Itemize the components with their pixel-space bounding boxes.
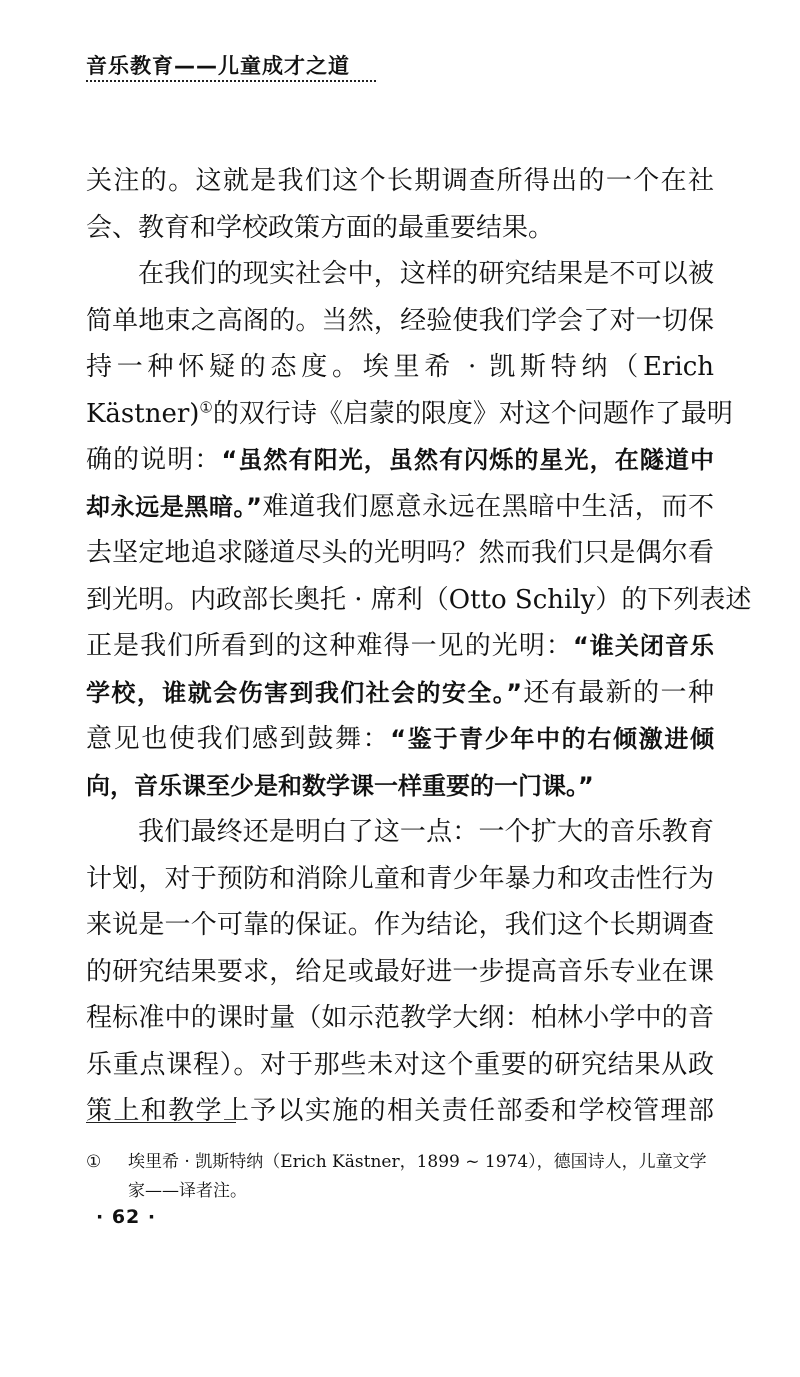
text-line: 策上和教学上予以实施的相关责任部委和学校管理部 [86, 1096, 714, 1126]
footnote-line: 家——译者注。 [128, 1181, 247, 1201]
page-number: · 62 · [96, 1206, 157, 1228]
text-line: 的研究结果要求，给足或最好进一步提高音乐专业在课 [86, 956, 714, 987]
poem-quote: 却永远是黑暗。” [86, 492, 262, 521]
schily-quote: “谁关闭音乐 [572, 632, 714, 660]
text-line: 学校，谁就会伤害到我们社会的安全。”还有最新的一种 [86, 677, 714, 708]
text-line: 确的说明：“虽然有阳光，虽然有闪烁的星光，在隧道中 [86, 445, 714, 475]
text-line: 关注的。这就是我们这个长期调查所得出的一个在社 [86, 166, 714, 196]
text-line: 简单地束之高阁的。当然，经验使我们学会了对一切保 [86, 305, 714, 336]
text-line: 正是我们所看到的这种难得一见的光明：“谁关闭音乐 [86, 631, 714, 661]
text-line [86, 763, 714, 810]
running-header: 音乐教育——儿童成才之道 [86, 54, 350, 78]
body-text [86, 158, 752, 1135]
footnote-reference: ① [199, 397, 213, 416]
text-line: 却永远是黑暗。”难道我们愿意永远在黑暗中生活，而不 [86, 491, 714, 522]
text-line: Kästner)①的双行诗《启蒙的限度》对这个问题作了最明 [86, 397, 733, 429]
text-line: 去坚定地追求隧道尽头的光明吗？然而我们只是偶尔看 [86, 538, 714, 568]
footnote-mark: ① [86, 1152, 102, 1172]
text-line: 到光明。内政部长奥托 · 席利（Otto Schily）的下列表述 [86, 584, 752, 615]
opinion-quote: 向，音乐课至少是和数学课一样重要的一门课。” [86, 771, 594, 800]
text-line: 程标准中的课时量（如示范教学大纲：柏林小学中的音 [86, 1003, 714, 1033]
opinion-quote: “鉴于青少年中的右倾激进倾 [390, 725, 714, 753]
footnote-rule [86, 1122, 236, 1123]
text-line: 乐重点课程）。对于那些未对这个重要的研究结果从政 [86, 1049, 714, 1080]
footnote-row [86, 1148, 716, 1206]
footnote [86, 1148, 716, 1206]
text-line: 来说是一个可靠的保证。作为结论，我们这个长期调查 [86, 910, 714, 940]
footnote-line: 埃里希 · 凯斯特纳（Erich Kästner，1899 ~ 1974），德国诗人，儿童文学 [128, 1152, 707, 1172]
text-line: 计划，对于预防和消除儿童和青少年暴力和攻击性行为 [86, 863, 714, 894]
text-line: 我们最终还是明白了这一点：一个扩大的音乐教育 [138, 817, 714, 847]
text-line: 意见也使我们感到鼓舞：“鉴于青少年中的右倾激进倾 [86, 724, 714, 754]
footnote-text [128, 1148, 716, 1206]
text-line: 在我们的现实社会中，这样的研究结果是不可以被 [138, 259, 714, 289]
schily-quote: 学校，谁就会伤害到我们社会的安全。” [86, 678, 522, 707]
header-rule [86, 80, 376, 82]
text-line: 会、教育和学校政策方面的最重要结果。 [86, 212, 555, 243]
text-line: 持一种怀疑的态度。埃里希 · 凯斯特纳（Erich [86, 352, 714, 382]
poem-quote: “虽然有阳光，虽然有闪烁的星光，在隧道中 [221, 446, 714, 474]
